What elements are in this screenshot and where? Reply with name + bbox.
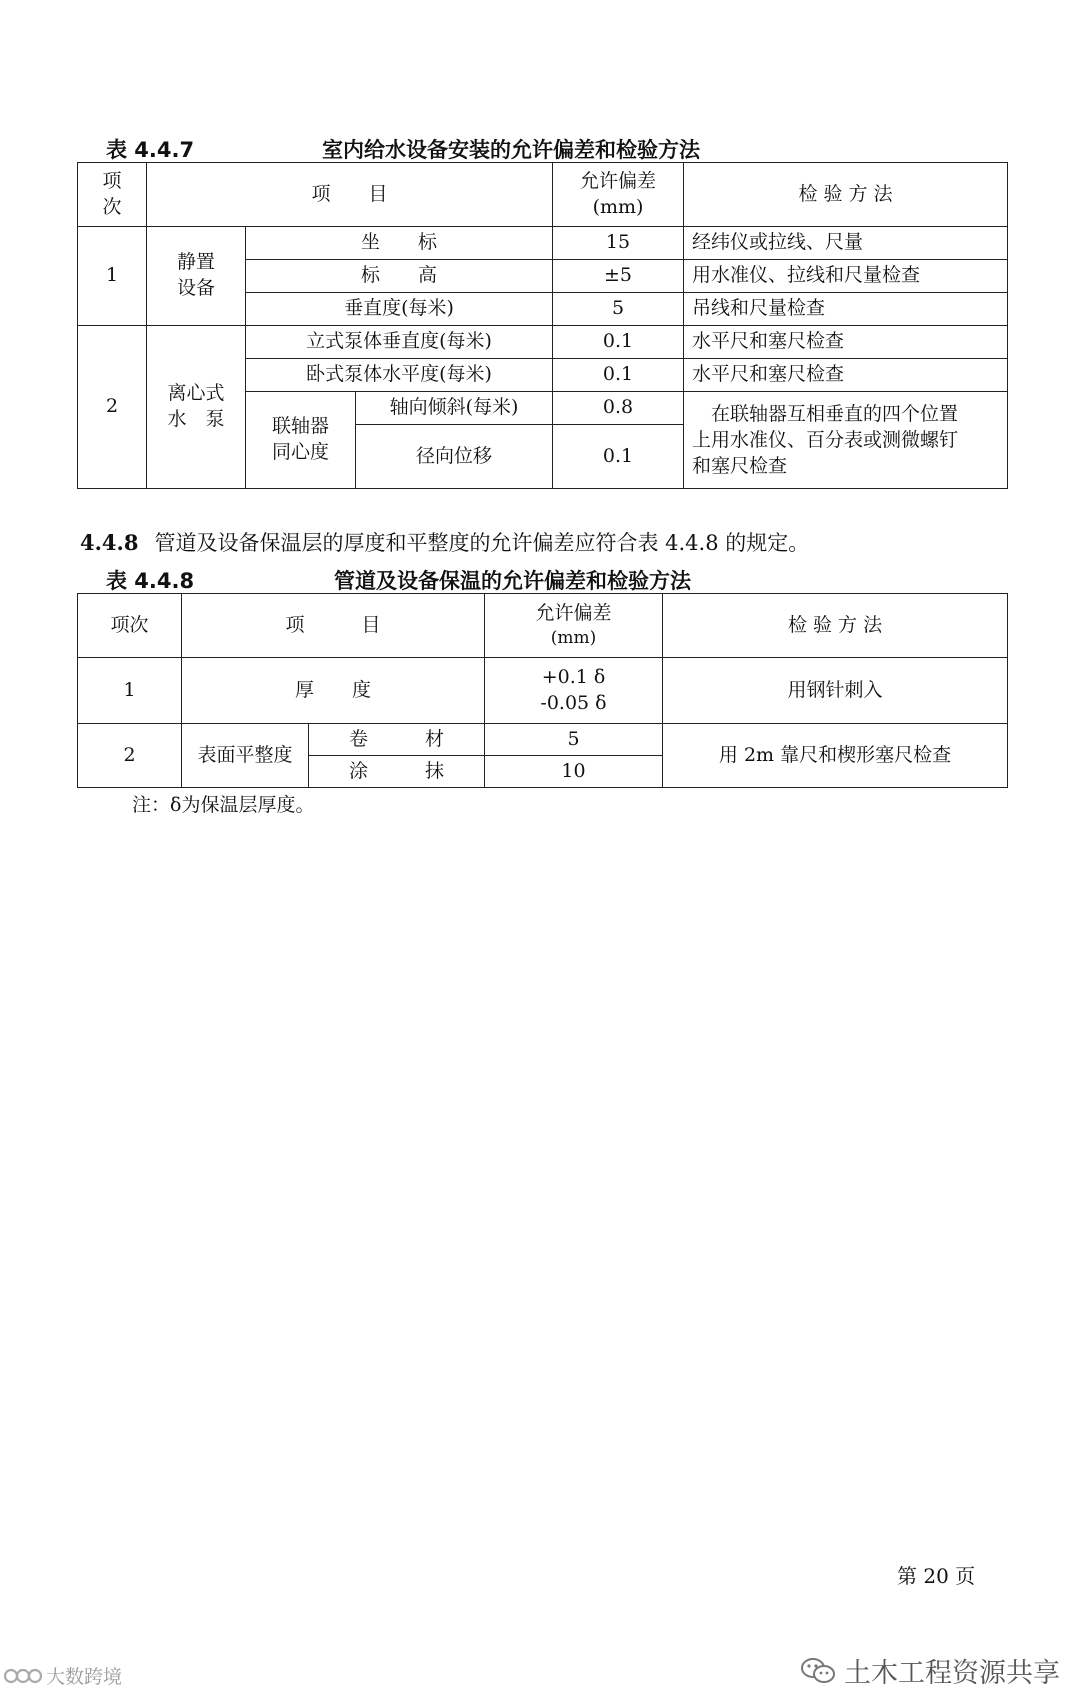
group-line1: 静置 [176,251,215,274]
item-cell: 卧式泵体水平度(每米) [246,359,553,392]
group-line2: 设备 [176,277,215,299]
tolerance-cell: 0.1 [553,359,684,392]
header-cell-tolerance [553,163,684,227]
method-text: 吊线和尺量检查 [692,297,826,320]
tolerance-cell: 10 [485,756,663,788]
header-cell-tolerance [485,594,663,658]
item-cell: 垂直度(每米) [246,293,553,326]
tolerance-cell: 0.1 [553,425,684,489]
tolerance-cell: 15 [553,227,684,260]
table-row [78,227,1008,260]
item-cell: 卷 材 [309,724,485,756]
item-cell: 涂 抹 [309,756,485,788]
method-line1: 在联轴器互相垂直的四个位置 [692,402,959,425]
table-note: 注：δ为保温层厚度。 [132,794,315,816]
group-cell [147,227,246,326]
table-447-number: 表 4.4.7 [106,138,195,162]
method-cell [684,260,1008,293]
table-447-title: 室内给水设备安装的允许偏差和检验方法 [322,138,700,162]
tolerance-cell: 0.1 [553,326,684,359]
method-cell [684,293,1008,326]
method-cell [684,392,1008,489]
header-tol-line2: (mm) [550,627,597,648]
method-cell [684,227,1008,260]
item-cell: 标 高 [246,260,553,293]
item-cell: 径向位移 [356,425,553,489]
group-line2: 水 泵 [167,408,225,430]
watermark-left-text: 大数跨境 [46,1666,123,1688]
header-no-line2: 次 [102,195,122,218]
item-cell: 轴向倾斜(每米) [356,392,553,425]
tolerance-cell: ±5 [553,260,684,293]
item-cell: 立式泵体垂直度(每米) [246,326,553,359]
method-line3: 和塞尺检查 [692,455,788,478]
header-cell-item: 项 目 [147,163,553,227]
header-no-line1: 项 [102,169,122,192]
header-tol-line1: 允许偏差 [579,169,656,192]
watermark-right [800,1651,1060,1690]
row-number: 1 [78,658,182,724]
method-cell [684,359,1008,392]
item-cell: 厚 度 [182,658,485,724]
tolerance-cell: 5 [485,724,663,756]
table-448-header-row [78,594,1008,658]
header-cell-method: 检 验 方 法 [663,594,1008,658]
tolerance-line2: -0.05 δ [540,691,607,714]
brand-logo-icon [4,1665,42,1687]
method-text: 用水准仪、拉线和尺量检查 [692,264,921,287]
page-number: 第 20 页 [897,1564,976,1588]
header-cell-no: 项次 [78,594,182,658]
method-cell: 用钢针刺入 [663,658,1008,724]
header-cell-no [78,163,147,227]
row-number: 2 [78,724,182,788]
table-447 [77,162,1008,489]
table-row [78,326,1008,359]
sub-group-line1: 联轴器 [271,415,329,438]
tolerance-cell: 0.8 [553,392,684,425]
method-cell: 用 2m 靠尺和楔形塞尺检查 [663,724,1008,788]
method-text: 经纬仪或拉线、尺量 [692,231,864,254]
tolerance-line1: +0.1 δ [541,665,606,688]
group-cell [147,326,246,489]
sub-group-line2: 同心度 [271,441,329,463]
table-447-header-row [78,163,1008,227]
row-number: 1 [78,227,147,326]
method-text: 水平尺和塞尺检查 [692,330,845,353]
table-row [78,724,1008,756]
clause-paragraph [80,527,809,557]
header-tol-line1: 允许偏差 [535,602,612,625]
header-tol-line2: (mm) [592,195,644,218]
header-cell-item: 项 目 [182,594,485,658]
table-row [78,658,1008,724]
table-448-number: 表 4.4.8 [106,569,195,593]
group-line1: 离心式 [167,382,225,405]
table-448 [77,593,1008,788]
row-number: 2 [78,326,147,489]
clause-number: 4.4.8 [80,530,139,555]
clause-text: 管道及设备保温层的厚度和平整度的允许偏差应符合表 4.4.8 的规定。 [154,531,810,555]
watermark-right-text: 土木工程资源共享 [844,1658,1060,1689]
method-line2: 上用水准仪、百分表或测微螺钉 [692,428,959,451]
sub-group-cell [246,392,356,489]
tolerance-cell [485,658,663,724]
method-cell [684,326,1008,359]
header-cell-method: 检 验 方 法 [684,163,1008,227]
watermark-left [4,1662,122,1689]
method-text: 水平尺和塞尺检查 [692,363,845,386]
wechat-icon [800,1656,836,1686]
item-cell: 坐 标 [246,227,553,260]
group-cell: 表面平整度 [182,724,309,788]
table-448-title: 管道及设备保温的允许偏差和检验方法 [334,569,691,593]
tolerance-cell: 5 [553,293,684,326]
